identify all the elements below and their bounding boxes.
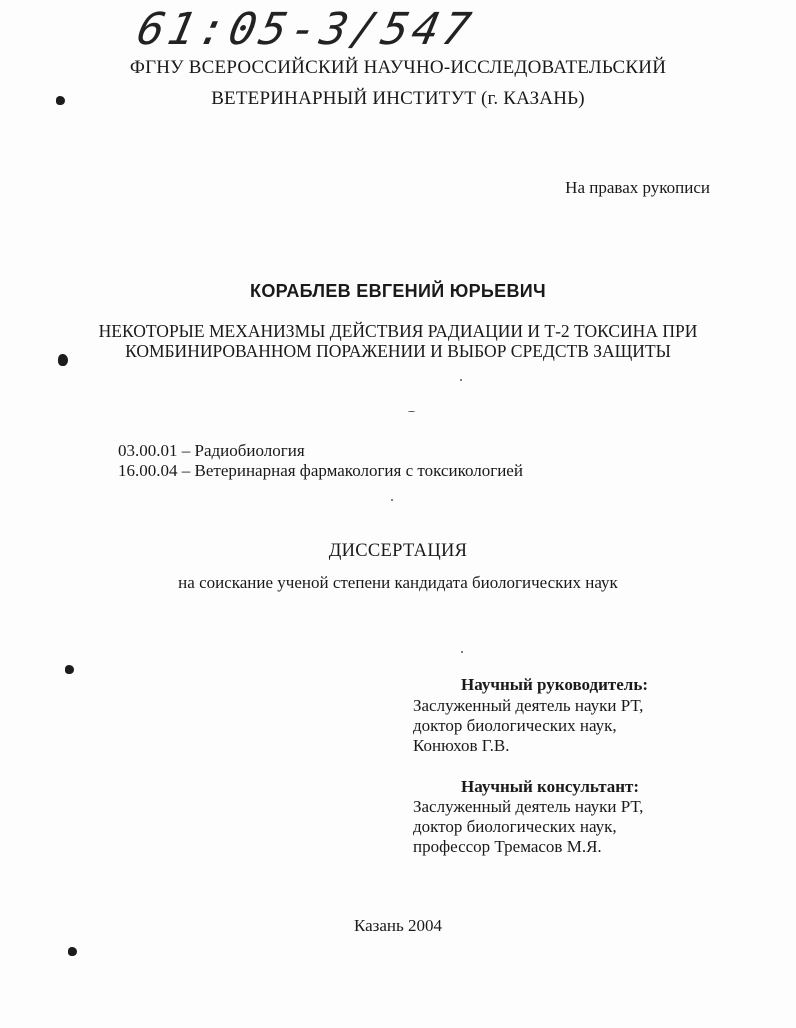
consultant-heading: Научный консультант: bbox=[461, 777, 640, 796]
specialty-code-2: 16.00.04 – Ветеринарная фармакология с токсикологией bbox=[118, 461, 523, 480]
scan-speck bbox=[408, 411, 415, 412]
scan-speck bbox=[460, 379, 462, 381]
thesis-title-line-1: НЕКОТОРЫЕ МЕХАНИЗМЫ ДЕЙСТВИЯ РАДИАЦИИ И Т-2 ТОКСИНА ПРИ bbox=[98, 321, 698, 341]
consultant-line: профессор Тремасов М.Я. bbox=[413, 837, 602, 856]
supervisor-line: Конюхов Г.В. bbox=[413, 736, 510, 755]
consultant-line: доктор биологических наук, bbox=[413, 817, 617, 836]
supervisor-heading: Научный руководитель: bbox=[461, 675, 648, 694]
binding-hole-mark bbox=[68, 947, 77, 956]
place-and-year: Казань 2004 bbox=[353, 916, 443, 935]
specialty-code-1: 03.00.01 – Радиобиология bbox=[118, 441, 305, 460]
manuscript-note: На правах рукописи bbox=[565, 178, 710, 197]
degree-line: на соискание ученой степени кандидата биологических наук bbox=[178, 573, 618, 592]
supervisor-line: Заслуженный деятель науки РТ, bbox=[413, 696, 644, 715]
institution-line-2: ВЕТЕРИНАРНЫЙ ИНСТИТУТ (г. КАЗАНЬ) bbox=[211, 88, 585, 109]
scan-speck bbox=[391, 499, 393, 501]
scan-speck bbox=[461, 651, 463, 653]
thesis-title-line-2: КОМБИНИРОВАННОМ ПОРАЖЕНИИ И ВЫБОР СРЕДСТВ ЗАЩИТЫ bbox=[125, 341, 671, 361]
binding-hole-mark bbox=[58, 354, 68, 366]
consultant-line: Заслуженный деятель науки РТ, bbox=[413, 797, 644, 816]
handwritten-catalog-number: 61:05-3/547 bbox=[132, 4, 479, 55]
supervisor-line: доктор биологических наук, bbox=[413, 716, 617, 735]
author-name: КОРАБЛЕВ ЕВГЕНИЙ ЮРЬЕВИЧ bbox=[250, 281, 546, 301]
document-type-heading: ДИССЕРТАЦИЯ bbox=[328, 541, 468, 561]
binding-hole-mark bbox=[56, 96, 65, 105]
institution-line-1: ФГНУ ВСЕРОССИЙСКИЙ НАУЧНО-ИССЛЕДОВАТЕЛЬСКИЙ bbox=[129, 57, 667, 78]
binding-hole-mark bbox=[65, 665, 74, 674]
